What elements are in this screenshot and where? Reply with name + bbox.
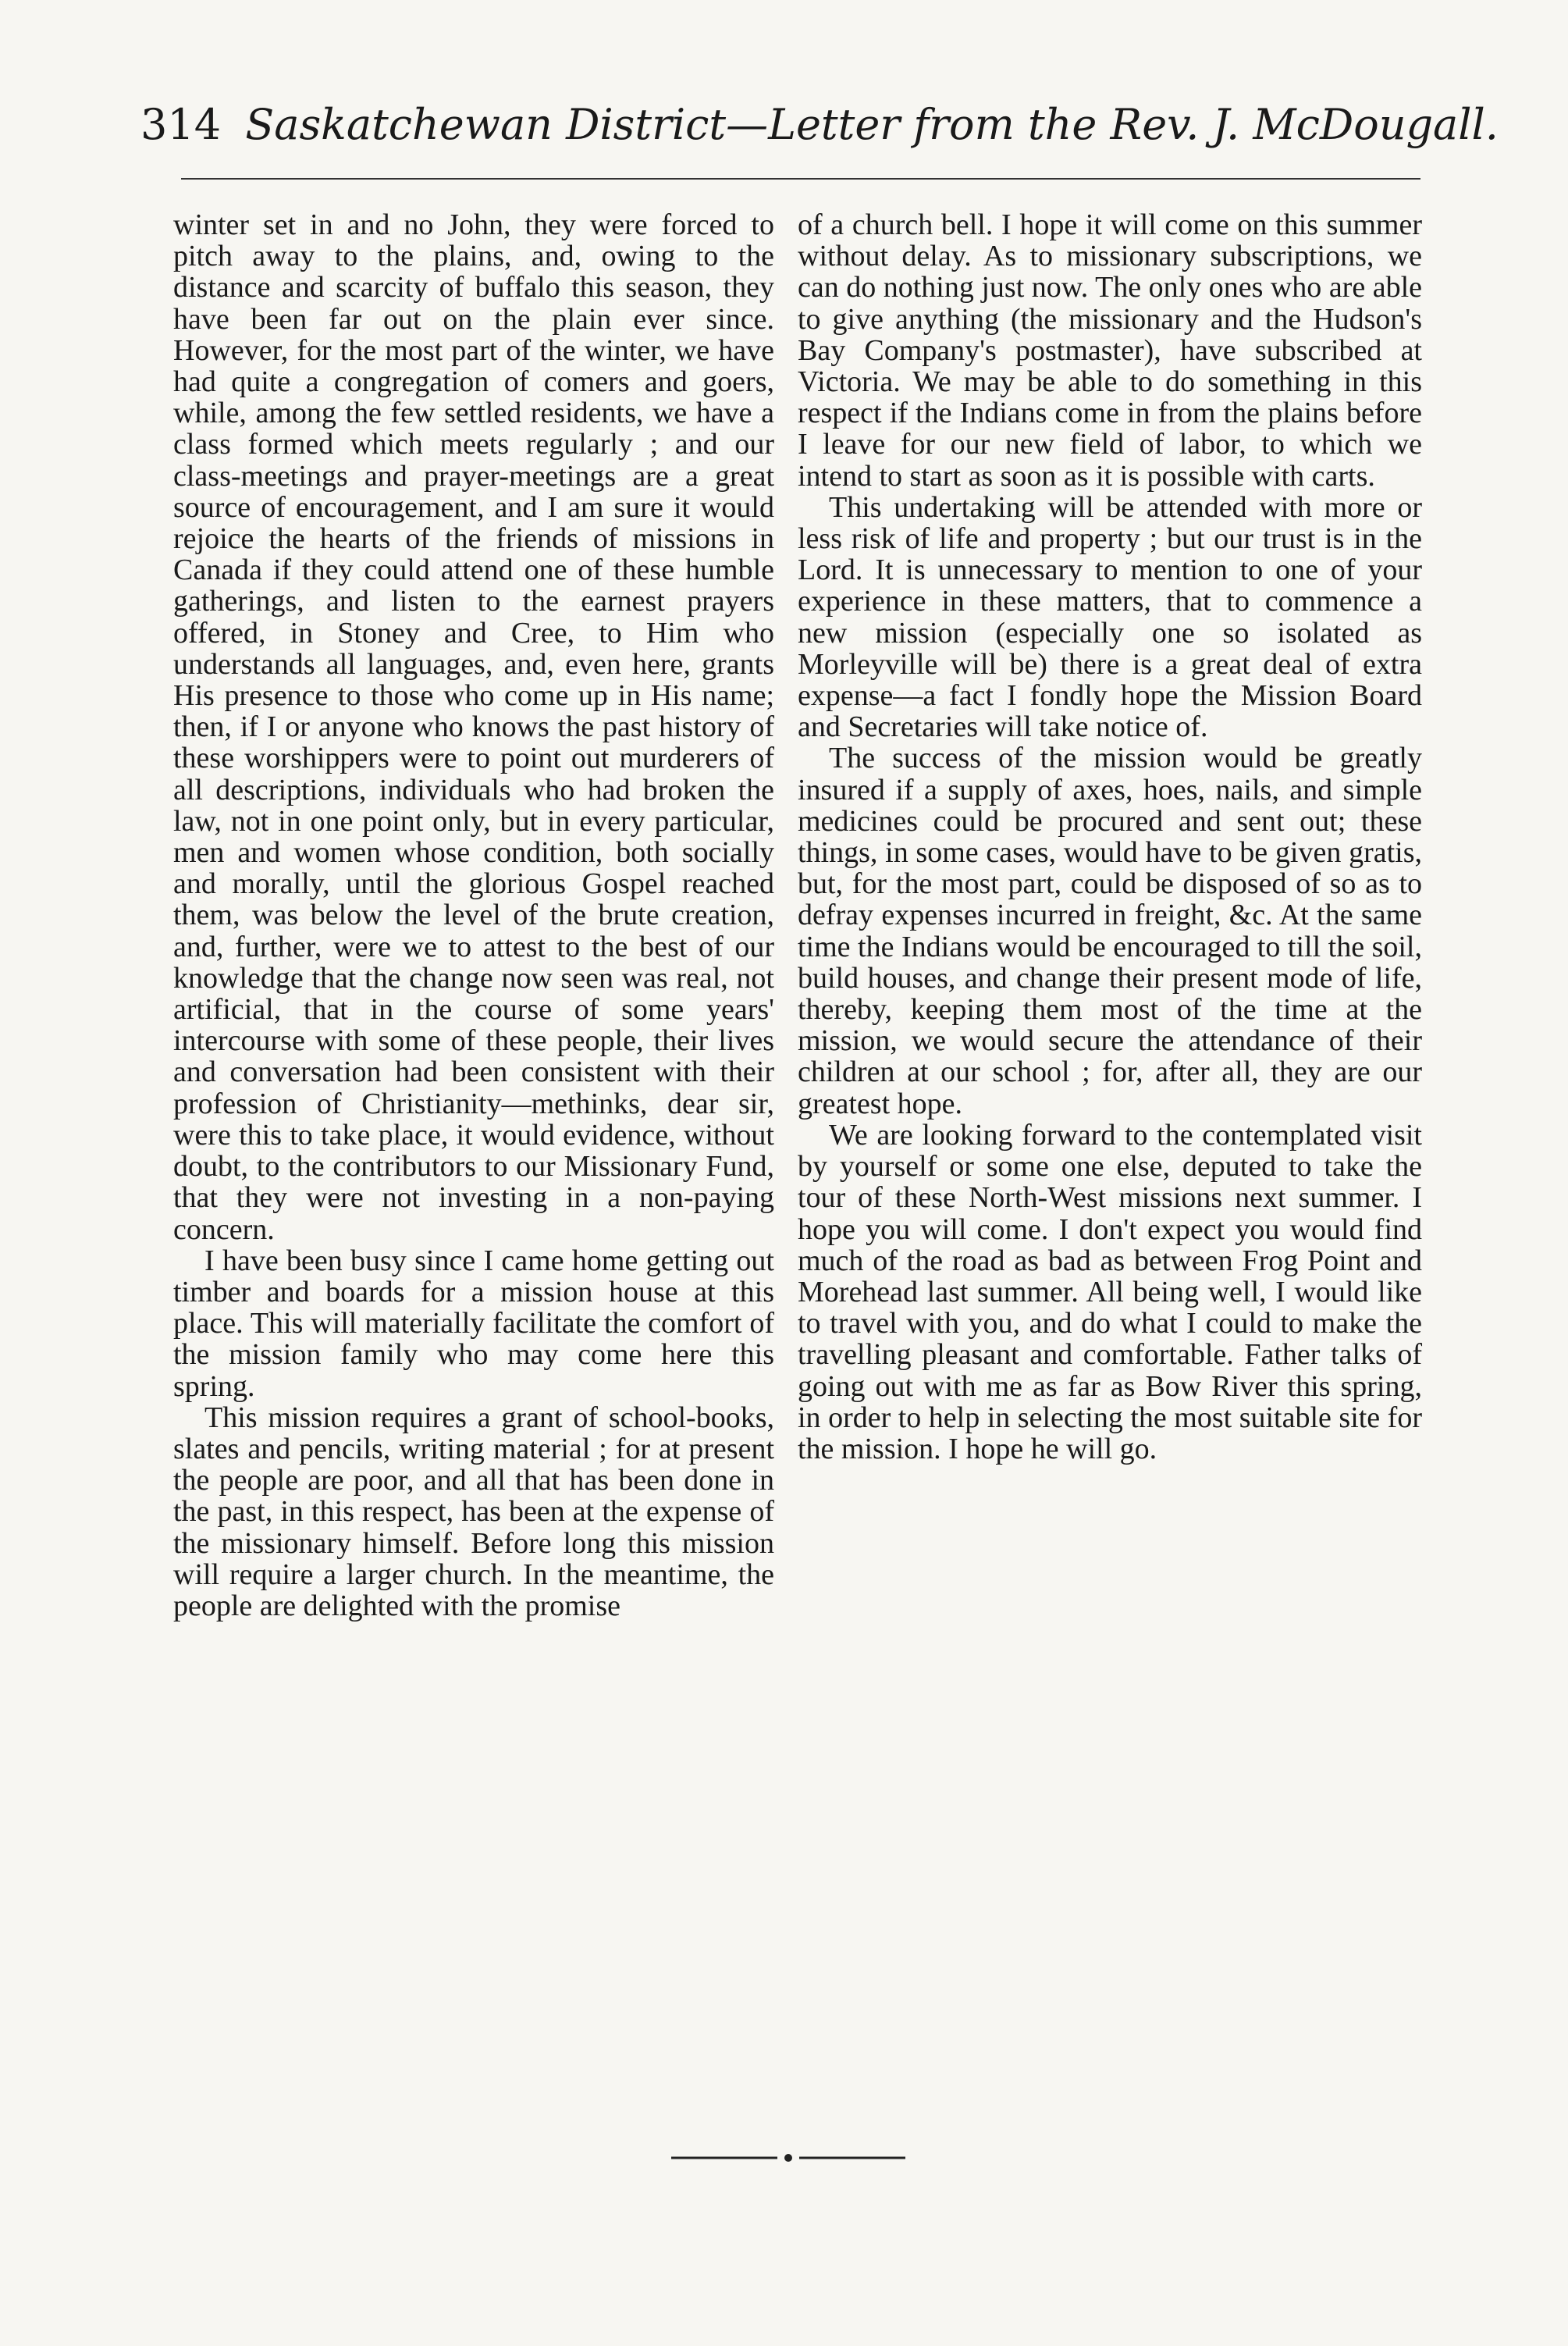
end-ornament — [671, 2153, 905, 2163]
right-paragraph-3: The success of the mission would be greatly insured if a supply of axes, hoes, nails, and simple medicines could be procured and sent out; these things, in some cases, would have to be given gratis, but, for the most part, could be disposed of so as to defray expenses incurred in freight, &c. At the same time the Indians would be encouraged to till the soil, build houses, and change their present mode of life, thereby, keeping them most of the time at the mission, we would secure the attendance of their children at our school ; for, after all, they are our greatest hope. — [798, 742, 1422, 1120]
left-column — [173, 209, 774, 1622]
page-number: 314 — [140, 100, 222, 149]
left-paragraph-3: This mission requires a grant of school-books, slates and pencils, writing material ; for at present the people are poor, and all that has been done in the past, in this respect, has been at the expense of the missionary himself. Before long this mission will require a larger church. In the meantime, the people are delighted with the promise — [173, 1401, 774, 1622]
running-title: Saskatchewan District—Letter from the Rev. J. McDougall. — [245, 100, 1499, 149]
right-column — [798, 209, 1422, 1465]
running-header — [140, 100, 1499, 150]
left-paragraph-1: winter set in and no John, they were forced to pitch away to the plains, and, owing to the distance and scarcity of buffalo this season, they have been far out on the plain ever since. However, for the most part of the winter, we have had quite a congregation of comers and goers, while, among the few settled residents, we have a class formed which meets regularly ; and our class-meetings and prayer-meetings are a great source of encouragement, and I am sure it would rejoice the hearts of the friends of missions in Canada if they could attend one of these humble gatherings, and listen to the earnest prayers offered, in Stoney and Cree, to Him who understands all languages, and, even here, grants His presence to those who come up in His name; then, if I or anyone who knows the past history of these worshippers were to point out murderers of all descriptions, individuals who had broken the law, not in one point only, but in every particular, men and women whose condition, both socially and morally, until the glorious Gospel reached them, was below the level of the brute creation, and, further, were we to attest to the best of our knowledge that the change now seen was real, not artificial, that in the course of some years' intercourse with some of these people, their lives and conversation had been consistent with their profession of Christianity—methinks, dear sir, were this to take place, it would evidence, without doubt, to the contributors to our Missionary Fund, that they were not investing in a non-paying concern. — [173, 208, 774, 1246]
right-paragraph-2: This undertaking will be attended with more or less risk of life and property ; but our trust is in the Lord. It is unnecessary to mention to one of your experience in these matters, that to commence a new mission (especially one so isolated as Morleyville will be) there is a great deal of extra expense—a fact I fondly hope the Mission Board and Secretaries will take notice of. — [798, 490, 1422, 744]
left-paragraph-2: I have been busy since I came home getting out timber and boards for a mission house at this place. This will materially facilitate the comfort of the mission family who may come here this spring. — [173, 1244, 774, 1403]
right-paragraph-4: We are looking forward to the contemplated visit by yourself or some one else, deputed to take the tour of these North-West missions next summer. I hope you will come. I don't expect you would find much of the road as bad as between Frog Point and Morehead last summer. All being well, I would like to travel with you, and do what I could to make the travelling pleasant and comfortable. Father talks of going out with me as far as Bow River this spring, in order to help in selecting the most suitable site for the mission. I hope he will go. — [798, 1118, 1422, 1465]
header-rule — [181, 178, 1420, 180]
right-paragraph-1: of a church bell. I hope it will come on this summer without delay. As to missionary subscriptions, we can do nothing just now. The only ones who are able to give anything (the missionary and the Hudson's Bay Company's postmaster), have subscribed at Victoria. We may be able to do something in this respect if the Indians come in from the plains before I leave for our new field of labor, to which we intend to start as soon as it is possible with carts. — [798, 208, 1422, 493]
